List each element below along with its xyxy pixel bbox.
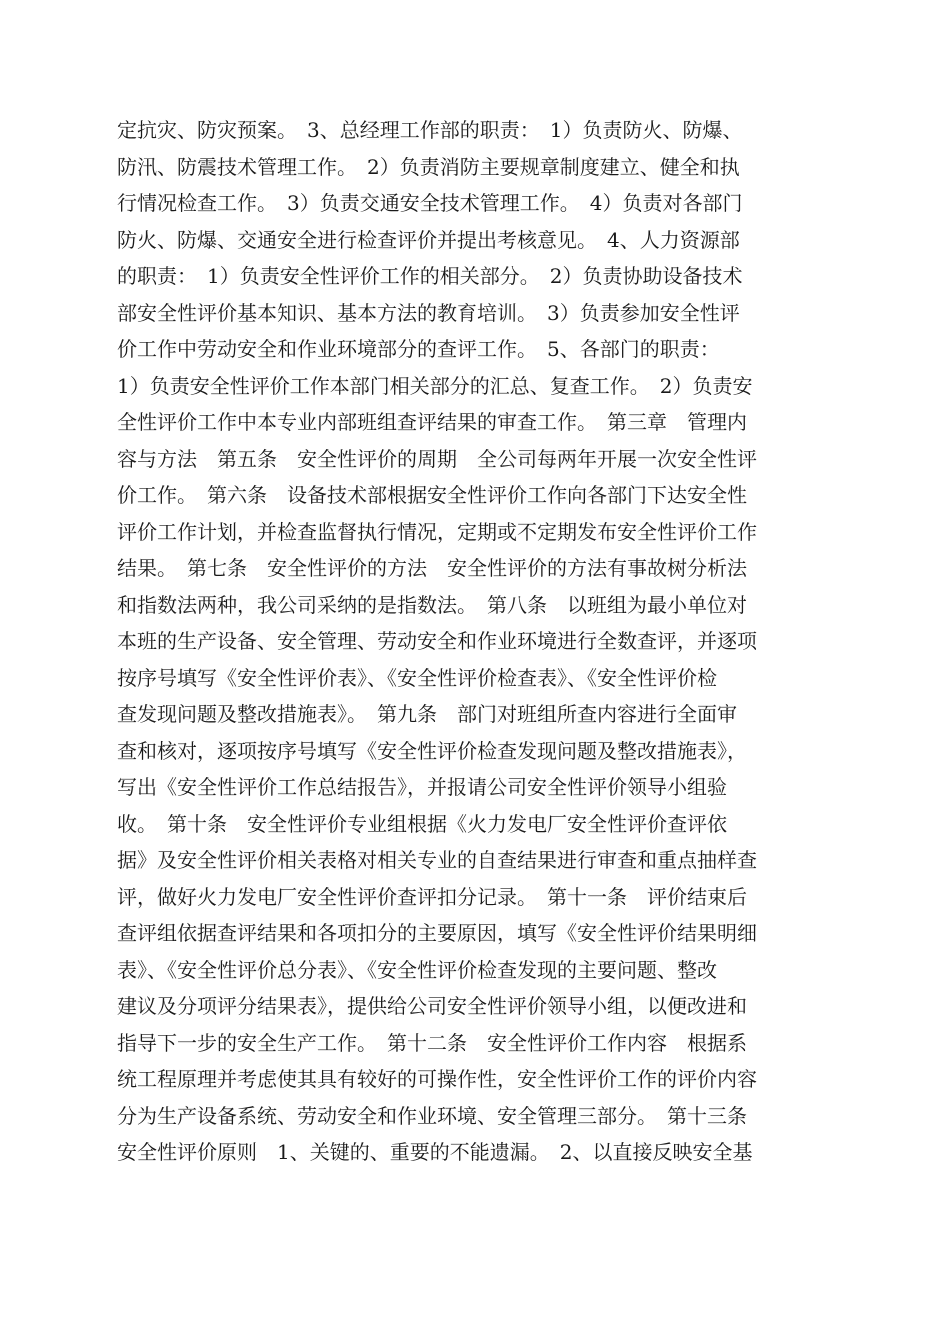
text-line: 本班的生产设备、安全管理、劳动安全和作业环境进行全数查评，并逐项 [117,629,757,653]
text-line: 安全性评价原则 1、关键的、重要的不能遗漏。 2、以直接反映安全基 [117,1140,753,1164]
text-line: 防汛、防震技术管理工作。 2）负责消防主要规章制度建立、健全和执 [117,154,740,179]
text-line: 查评组依据查评结果和各项扣分的主要原因，填写《安全性评价结果明细 [117,921,757,945]
text-line: 收。 第十条 安全性评价专业组根据《火力发电厂安全性评价查评依 [117,811,727,836]
text-line: 指导下一步的安全生产工作。 第十二条 安全性评价工作内容 根据系 [117,1030,747,1055]
text-line: 据》及安全性评价相关表格对相关专业的自查结果进行审查和重点抽样查 [117,848,757,872]
body-text [117,112,837,1171]
text-line: 1）负责安全性评价工作本部门相关部分的汇总、复查工作。 2）负责安 [117,373,753,398]
text-line: 结果。 第七条 安全性评价的方法 安全性评价的方法有事故树分析法 [117,556,747,580]
text-line: 部安全性评价基本知识、基本方法的教育培训。 3）负责参加安全性评 [117,300,740,325]
text-line: 查和核对，逐项按序号填写《安全性评价检查发现问题及整改措施表》， [117,738,747,763]
text-line: 价工作。 第六条 设备技术部根据安全性评价工作向各部门下达安全性 [117,483,747,507]
text-line: 评，做好火力发电厂安全性评价查评扣分记录。 第十一条 评价结束后 [117,884,747,909]
text-line: 行情况检查工作。 3）负责交通安全技术管理工作。 4）负责对各部门 [117,191,743,215]
text-line: 定抗灾、防灾预案。 3、总经理工作部的职责： 1）负责防火、防爆、 [117,118,743,142]
text-line: 防火、防爆、交通安全进行检查评价并提出考核意见。 4、人力资源部 [117,227,740,252]
text-line: 价工作中劳动安全和作业环境部分的查评工作。 5、各部门的职责： [117,337,720,361]
text-line: 和指数法两种，我公司采纳的是指数法。 第八条 以班组为最小单位对 [117,592,747,617]
text-line: 的职责： 1）负责安全性评价工作的相关部分。 2）负责协助设备技术 [117,264,743,288]
text-line: 统工程原理并考虑使其具有较好的可操作性，安全性评价工作的评价内容 [117,1067,757,1091]
text-line: 按序号填写《安全性评价表》、《安全性评价检查表》、《安全性评价检 [117,665,717,690]
text-line: 评价工作计划，并检查监督执行情况，定期或不定期发布安全性评价工作 [117,519,757,544]
text-line: 写出《安全性评价工作总结报告》，并报请公司安全性评价领导小组验 [117,775,727,799]
text-line: 表》、《安全性评价总分表》、《安全性评价检查发现的主要问题、整改 [117,957,717,982]
text-line: 分为生产设备系统、劳动安全和作业环境、安全管理三部分。 第十三条 [117,1103,747,1128]
text-line: 查发现问题及整改措施表》。 第九条 部门对班组所查内容进行全面审 [117,702,737,726]
text-line: 建议及分项评分结果表》，提供给公司安全性评价领导小组，以便改进和 [117,994,747,1018]
text-line: 容与方法 第五条 安全性评价的周期 全公司每两年开展一次安全性评 [117,446,757,471]
text-line: 全性评价工作中本专业内部班组查评结果的审查工作。 第三章 管理内 [117,410,747,434]
